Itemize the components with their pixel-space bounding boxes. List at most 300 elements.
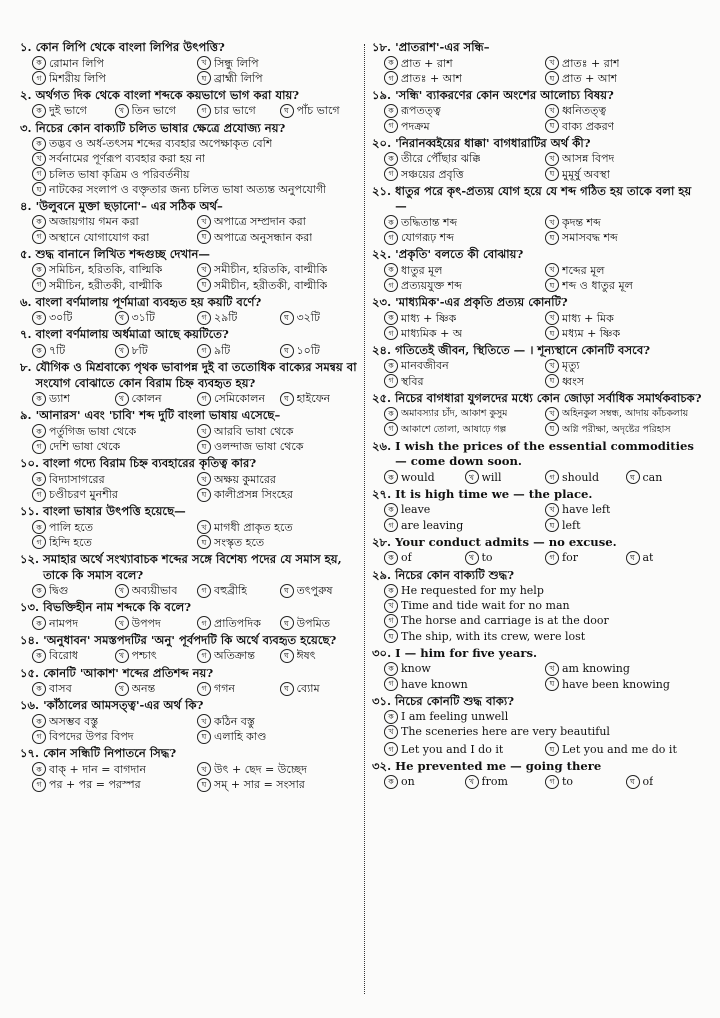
answer-option[interactable] — [280, 583, 359, 598]
option-marker-circle-icon: ক — [384, 263, 398, 277]
option-text: পালি হতে — [49, 520, 93, 534]
option-text: মাধ্য + ষ্ণিক — [401, 311, 457, 325]
answer-option[interactable] — [384, 550, 461, 565]
option-text: বিদ্যাসাগরের — [49, 472, 105, 486]
answer-option[interactable] — [384, 406, 541, 421]
option-text: He requested for my help — [401, 584, 544, 598]
answer-option[interactable] — [197, 729, 358, 744]
question-number: ১৯. — [372, 87, 392, 102]
answer-option[interactable] — [545, 406, 702, 421]
option-marker-circle-icon: ঘ — [626, 775, 640, 789]
question-item — [372, 295, 702, 341]
answer-option[interactable] — [115, 648, 194, 663]
answer-option[interactable] — [197, 535, 358, 550]
answer-option[interactable] — [280, 310, 359, 325]
answer-option[interactable] — [32, 343, 111, 358]
answer-option[interactable] — [115, 391, 194, 406]
answer-option[interactable] — [197, 71, 358, 86]
options-list — [20, 310, 358, 325]
answer-option[interactable] — [545, 230, 702, 245]
question-stem — [20, 666, 358, 682]
answer-option[interactable] — [384, 56, 541, 71]
question-number: ১৩. — [20, 600, 40, 615]
question-number: ২৫. — [372, 390, 392, 405]
question-item — [372, 184, 702, 245]
answer-option[interactable] — [197, 583, 276, 598]
option-marker-circle-icon: গ — [384, 422, 398, 436]
answer-option[interactable] — [32, 520, 193, 535]
option-marker-circle-icon: ক — [32, 649, 46, 663]
answer-option[interactable] — [32, 230, 193, 245]
answer-option[interactable] — [626, 774, 703, 789]
answer-option[interactable] — [545, 167, 702, 182]
option-text: পাঁচ ভাগে — [296, 104, 340, 118]
answer-option[interactable] — [384, 502, 541, 517]
option-marker-circle-icon: ক — [384, 551, 398, 565]
option-marker-circle-icon: ক — [32, 714, 46, 728]
question-text: It is high time we — the place. — [395, 486, 593, 501]
option-text: ৩০টি — [49, 311, 73, 325]
answer-option[interactable] — [384, 326, 541, 341]
option-text: তৎপুরুষ — [296, 584, 333, 598]
options-list — [20, 262, 358, 292]
answer-option[interactable] — [280, 616, 359, 631]
answer-option[interactable] — [197, 762, 358, 777]
option-text: প্রাতঃ + আশ — [401, 71, 463, 85]
option-marker-circle-icon: খ — [197, 424, 211, 438]
option-text: The ship, with its crew, were lost — [401, 629, 586, 643]
option-marker-circle-icon: খ — [197, 56, 211, 70]
answer-option[interactable] — [32, 648, 111, 663]
question-item — [20, 456, 358, 502]
option-text: বাসব — [49, 682, 72, 696]
answer-option[interactable] — [197, 56, 358, 71]
answer-option[interactable] — [545, 422, 702, 437]
option-text: প্রাত + রাশ — [401, 56, 453, 70]
question-stem — [372, 295, 702, 311]
answer-option[interactable] — [384, 103, 541, 118]
answer-option[interactable] — [384, 263, 541, 278]
option-marker-circle-icon: খ — [197, 714, 211, 728]
option-marker-circle-icon: খ — [545, 104, 559, 118]
question-number: ২৯. — [372, 567, 392, 582]
option-text: স্থবির — [401, 374, 424, 388]
answer-option[interactable] — [384, 151, 541, 166]
options-list — [372, 103, 702, 133]
option-marker-circle-icon: খ — [115, 311, 129, 325]
answer-option[interactable] — [32, 714, 193, 729]
answer-option[interactable] — [32, 391, 111, 406]
option-marker-circle-icon: ক — [384, 56, 398, 70]
option-text: am knowing — [562, 662, 630, 676]
option-text: আসন্ন বিপদ — [562, 152, 615, 166]
answer-option[interactable] — [545, 71, 702, 86]
question-item — [20, 504, 358, 550]
answer-option[interactable] — [32, 167, 358, 182]
option-marker-circle-icon: ক — [32, 520, 46, 534]
answer-option[interactable] — [197, 472, 358, 487]
question-stem — [20, 746, 358, 762]
answer-option[interactable] — [197, 343, 276, 358]
option-marker-circle-icon: ঘ — [197, 230, 211, 244]
option-marker-circle-icon: ঘ — [197, 71, 211, 85]
answer-option[interactable] — [197, 230, 358, 245]
option-text: মাধ্যমিক + অ — [401, 326, 463, 340]
answer-option[interactable] — [32, 472, 193, 487]
answer-option[interactable] — [32, 214, 193, 229]
answer-option[interactable] — [197, 278, 358, 293]
question-stem — [372, 487, 702, 503]
answer-option[interactable] — [384, 583, 702, 598]
answer-option[interactable] — [545, 215, 702, 230]
answer-option[interactable] — [32, 535, 193, 550]
answer-option[interactable] — [280, 391, 359, 406]
option-marker-circle-icon: ঘ — [545, 742, 559, 756]
option-marker-circle-icon: গ — [197, 104, 211, 118]
question-stem — [372, 439, 702, 470]
option-marker-circle-icon: গ — [384, 119, 398, 133]
answer-option[interactable] — [384, 167, 541, 182]
answer-option[interactable] — [384, 661, 541, 676]
answer-option[interactable] — [32, 262, 193, 277]
answer-option[interactable] — [545, 774, 622, 789]
option-text: ২৯টি — [214, 311, 238, 325]
question-number: ২৩. — [372, 295, 392, 310]
option-marker-circle-icon: ক — [32, 311, 46, 325]
answer-option[interactable] — [115, 103, 194, 118]
answer-option[interactable] — [384, 215, 541, 230]
option-marker-circle-icon: ক — [384, 662, 398, 676]
option-marker-circle-icon: ঘ — [545, 71, 559, 85]
question-text: I — him for five years. — [395, 645, 538, 660]
option-text: বিপদের উপর বিপদ — [49, 730, 134, 744]
question-item — [20, 600, 358, 631]
answer-option[interactable] — [384, 374, 541, 389]
answer-option[interactable] — [32, 487, 193, 502]
option-text: left — [562, 518, 581, 532]
question-item — [20, 295, 358, 326]
answer-option[interactable] — [32, 424, 193, 439]
answer-option[interactable] — [32, 762, 193, 777]
answer-option[interactable] — [115, 583, 194, 598]
question-stem — [372, 694, 702, 710]
answer-option[interactable] — [384, 613, 702, 628]
answer-option[interactable] — [545, 502, 702, 517]
answer-option[interactable] — [197, 714, 358, 729]
answer-option[interactable] — [32, 182, 358, 197]
option-marker-circle-icon: ক — [384, 775, 398, 789]
options-list — [20, 136, 358, 197]
option-marker-circle-icon: গ — [32, 730, 46, 744]
answer-option[interactable] — [545, 311, 702, 326]
option-marker-circle-icon: গ — [32, 230, 46, 244]
option-text: মাধ্য + মিক — [562, 311, 614, 325]
question-stem — [20, 600, 358, 616]
answer-option[interactable] — [384, 774, 461, 789]
answer-option[interactable] — [384, 358, 541, 373]
option-marker-circle-icon: ক — [384, 359, 398, 373]
answer-option[interactable] — [465, 774, 542, 789]
option-marker-circle-icon: খ — [115, 344, 129, 358]
option-text: প্রাতঃ + রাশ — [562, 56, 620, 70]
question-item — [20, 408, 358, 454]
answer-option[interactable] — [280, 681, 359, 696]
option-text: Let you and me do it — [562, 742, 677, 756]
answer-option[interactable] — [197, 681, 276, 696]
answer-option[interactable] — [197, 439, 358, 454]
question-stem — [372, 247, 702, 263]
answer-option[interactable] — [545, 56, 702, 71]
option-text: তীরে পৌঁছার ঝক্কি — [401, 152, 481, 166]
answer-option[interactable] — [626, 470, 703, 485]
question-stem — [372, 535, 702, 551]
answer-option[interactable] — [384, 518, 541, 533]
option-marker-circle-icon: খ — [115, 104, 129, 118]
option-marker-circle-icon: গ — [384, 374, 398, 388]
options-list — [372, 263, 702, 293]
answer-option[interactable] — [384, 470, 461, 485]
answer-option[interactable] — [384, 119, 541, 134]
option-text: অতিক্রান্ত — [214, 649, 255, 663]
option-text: Let you and I do it — [401, 742, 504, 756]
option-marker-circle-icon: ঘ — [197, 278, 211, 292]
answer-option[interactable] — [197, 214, 358, 229]
option-marker-circle-icon: খ — [545, 311, 559, 325]
option-marker-circle-icon: ঘ — [197, 440, 211, 454]
option-marker-circle-icon: খ — [197, 215, 211, 229]
option-marker-circle-icon: খ — [197, 762, 211, 776]
answer-option[interactable] — [197, 391, 276, 406]
answer-option[interactable] — [545, 518, 702, 533]
answer-option[interactable] — [32, 583, 111, 598]
option-text: সর্বনামের পূর্ণরূপ ব্যবহার করা হয় না — [49, 152, 206, 166]
answer-option[interactable] — [32, 729, 193, 744]
answer-option[interactable] — [384, 724, 702, 739]
answer-option[interactable] — [545, 742, 702, 757]
option-marker-circle-icon: খ — [545, 263, 559, 277]
answer-option[interactable] — [280, 343, 359, 358]
option-marker-circle-icon: ক — [32, 263, 46, 277]
option-text: from — [481, 775, 508, 789]
answer-option[interactable] — [545, 358, 702, 373]
answer-option[interactable] — [384, 422, 541, 437]
question-text: গতিতেই জীবন, স্থিতিতে — । শূন্যস্থানে কোনটি বসবে? — [395, 342, 651, 357]
option-text: ব্রাহ্মী লিপি — [214, 71, 263, 85]
option-marker-circle-icon: ঘ — [280, 616, 294, 630]
question-item — [20, 247, 358, 293]
answer-option[interactable] — [197, 648, 276, 663]
left-column — [20, 40, 358, 794]
question-text: 'নিরানব্বইয়ের ধাক্কা' বাগধারাটির অর্থ কী? — [395, 135, 591, 150]
question-stem — [20, 121, 358, 137]
option-text: অপাত্রে অনুসন্ধান করা — [214, 230, 313, 244]
option-text: তিন ভাগে — [131, 104, 176, 118]
option-text: ৩১টি — [131, 311, 155, 325]
answer-option[interactable] — [32, 278, 193, 293]
option-marker-circle-icon: খ — [545, 662, 559, 676]
question-number: ৩০. — [372, 645, 392, 660]
question-stem — [372, 88, 702, 104]
answer-option[interactable] — [384, 230, 541, 245]
answer-option[interactable] — [32, 103, 111, 118]
question-number: ৩. — [20, 120, 32, 135]
answer-option[interactable] — [280, 648, 359, 663]
answer-option[interactable] — [465, 470, 542, 485]
answer-option[interactable] — [384, 71, 541, 86]
answer-option[interactable] — [465, 550, 542, 565]
answer-option[interactable] — [545, 103, 702, 118]
answer-option[interactable] — [384, 709, 702, 724]
question-item — [372, 136, 702, 182]
answer-option[interactable] — [545, 263, 702, 278]
question-stem — [20, 633, 358, 649]
option-text: প্রত্যয়যুক্ত শব্দ — [401, 278, 462, 292]
question-number: ১৮. — [372, 40, 392, 54]
question-item — [372, 343, 702, 389]
answer-option[interactable] — [545, 374, 702, 389]
options-list — [20, 762, 358, 792]
answer-option[interactable] — [384, 311, 541, 326]
option-marker-circle-icon: খ — [384, 725, 398, 739]
answer-option[interactable] — [115, 681, 194, 696]
option-text: প্রাতিপদিক — [214, 616, 261, 630]
answer-option[interactable] — [197, 424, 358, 439]
question-stem — [372, 40, 702, 56]
answer-option[interactable] — [32, 151, 358, 166]
answer-option[interactable] — [545, 470, 622, 485]
option-text: তদ্ধিতান্ত শব্দ — [401, 215, 458, 229]
option-marker-circle-icon: খ — [384, 599, 398, 613]
answer-option[interactable] — [32, 71, 193, 86]
option-marker-circle-icon: ক — [32, 137, 46, 151]
option-marker-circle-icon: ঘ — [545, 677, 559, 691]
option-text: মানবজীবন — [401, 359, 449, 373]
option-text: on — [401, 775, 415, 789]
option-text: know — [401, 662, 431, 676]
answer-option[interactable] — [280, 103, 359, 118]
question-text: শুদ্ধ বানানে লিখিত শব্দগুচ্ছ দেখান— — [35, 246, 210, 261]
option-marker-circle-icon: গ — [32, 71, 46, 85]
option-marker-circle-icon: ক — [32, 56, 46, 70]
option-marker-circle-icon: গ — [197, 311, 211, 325]
answer-option[interactable] — [197, 777, 358, 792]
answer-option[interactable] — [32, 777, 193, 792]
option-text: অসম্ভব বস্তু — [49, 714, 99, 728]
answer-option[interactable] — [545, 677, 702, 692]
question-number: ৩২. — [372, 758, 392, 773]
answer-option[interactable] — [197, 262, 358, 277]
answer-option[interactable] — [197, 520, 358, 535]
answer-option[interactable] — [32, 616, 111, 631]
answer-option[interactable] — [545, 661, 702, 676]
option-text: চলিত ভাষা কৃত্রিম ও পরিবর্তনীয় — [49, 167, 190, 181]
answer-option[interactable] — [545, 119, 702, 134]
option-marker-circle-icon: খ — [115, 392, 129, 406]
question-text: বাংলা ভাষার উৎপত্তি হয়েছে— — [43, 504, 186, 519]
answer-option[interactable] — [384, 598, 702, 613]
option-text: অক্ষয় কুমারের — [214, 472, 276, 486]
option-marker-circle-icon: খ — [545, 407, 559, 421]
answer-option[interactable] — [384, 677, 541, 692]
option-text: মিশরীয় লিপি — [49, 71, 106, 85]
option-text: সঞ্চয়ের প্রবৃত্তি — [401, 167, 464, 181]
question-stem — [372, 184, 702, 215]
answer-option[interactable] — [32, 439, 193, 454]
answer-option[interactable] — [545, 151, 702, 166]
answer-option[interactable] — [545, 278, 702, 293]
question-stem — [372, 568, 702, 584]
question-stem — [20, 504, 358, 520]
option-text: The horse and carriage is at the door — [401, 614, 609, 628]
question-item — [372, 535, 702, 566]
option-marker-circle-icon: খ — [115, 682, 129, 696]
answer-option[interactable] — [115, 616, 194, 631]
option-text: গগন — [214, 682, 235, 696]
option-marker-circle-icon: ঘ — [545, 518, 559, 532]
option-marker-circle-icon: খ — [197, 472, 211, 486]
options-list — [20, 583, 358, 598]
answer-option[interactable] — [384, 278, 541, 293]
option-marker-circle-icon: গ — [197, 392, 211, 406]
answer-option[interactable] — [197, 487, 358, 502]
question-number: ১৬. — [20, 698, 40, 713]
options-list — [372, 311, 702, 341]
option-marker-circle-icon: খ — [32, 152, 46, 166]
option-text: সংস্কৃত হতে — [214, 535, 265, 549]
answer-option[interactable] — [32, 56, 193, 71]
option-text: যোগরূঢ় শব্দ — [401, 230, 454, 244]
question-stem — [20, 408, 358, 424]
option-text: Time and tide wait for no man — [401, 599, 570, 613]
answer-option[interactable] — [32, 136, 358, 151]
options-list — [372, 583, 702, 644]
option-text: নাটকের সংলাপ ও বক্তৃতার জন্য চলিত ভাষা অত্যন্ত অনুপযোগী — [49, 182, 327, 196]
answer-option[interactable] — [32, 310, 111, 325]
question-item — [20, 121, 358, 197]
question-text: নিচের কোন বাক্যটি চলিত ভাষার ক্ষেত্রে প্রযোজ্য নয়? — [35, 120, 286, 135]
answer-option[interactable] — [197, 103, 276, 118]
answer-option[interactable] — [115, 310, 194, 325]
option-marker-circle-icon: খ — [545, 56, 559, 70]
option-marker-circle-icon: ক — [32, 344, 46, 358]
option-marker-circle-icon: গ — [384, 677, 398, 691]
options-list — [20, 616, 358, 631]
option-marker-circle-icon: গ — [384, 326, 398, 340]
option-text: মধ্যম + ষ্ণিক — [562, 326, 621, 340]
answer-option[interactable] — [384, 742, 541, 757]
option-text: of — [401, 551, 412, 565]
question-text: সমাহার অর্থে সংখ্যাবাচক শব্দের সঙ্গে বিশেষ্য পদের যে সমাস হয়, তাকে কি সমাস বলে? — [43, 552, 342, 582]
answer-option[interactable] — [384, 629, 702, 644]
answer-option[interactable] — [197, 616, 276, 631]
option-text: অহিনকুল সম্বন্ধ, আদায় কাঁচকলায় — [562, 408, 689, 420]
answer-option[interactable] — [545, 550, 622, 565]
options-list — [20, 214, 358, 244]
answer-option[interactable] — [626, 550, 703, 565]
answer-option[interactable] — [545, 326, 702, 341]
options-list — [372, 709, 702, 739]
option-text: ধাতুর মূল — [401, 263, 443, 277]
question-text: He prevented me — going there — [395, 758, 602, 773]
answer-option[interactable] — [197, 310, 276, 325]
option-marker-circle-icon: খ — [115, 616, 129, 630]
question-item — [20, 88, 358, 119]
option-text: হাইফেন — [296, 392, 331, 406]
answer-option[interactable] — [115, 343, 194, 358]
option-text: সমীচিন, হরীতকী, বাল্মীকি — [49, 278, 163, 292]
option-text: বাক্য প্রকরণ — [562, 119, 615, 133]
answer-option[interactable] — [32, 681, 111, 696]
